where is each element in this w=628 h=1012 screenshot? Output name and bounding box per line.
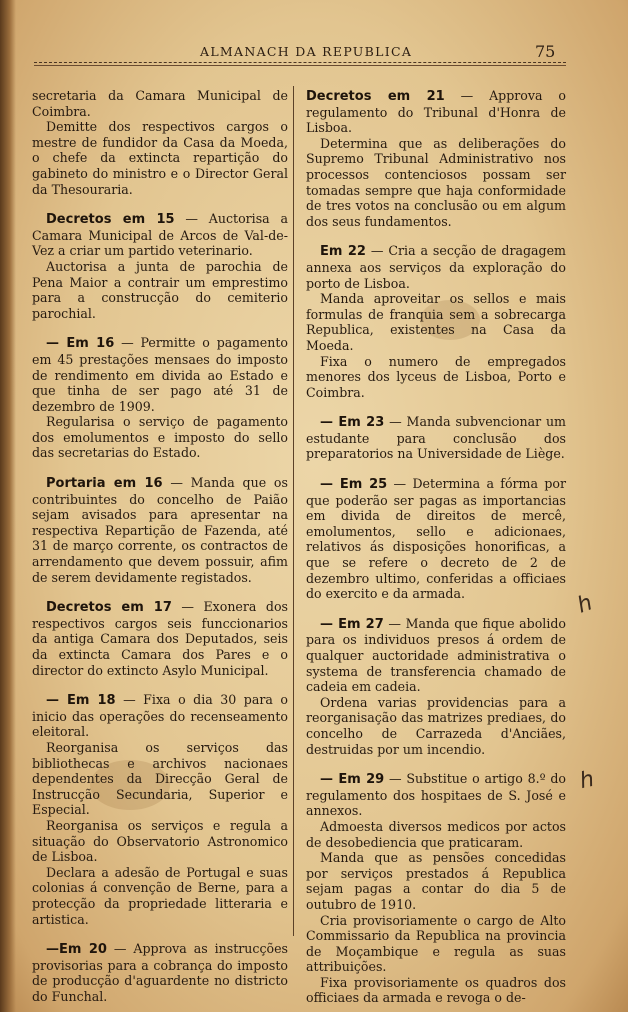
- paragraph: [32, 740, 288, 818]
- paragraph: [32, 119, 288, 197]
- paragraph: [32, 475, 288, 585]
- book-spine-shadow: [0, 0, 16, 1012]
- header-rule: [34, 65, 566, 66]
- entry-text: — Auctorisa a Camara Municipal de Arcos de Val-de-Vez a criar um partido veterinario.: [32, 211, 288, 259]
- entry-text: — Manda que os contribuintes do concelho de Paião sejam avisados para apresentar na respectiva Repartição de Fazenda, até 31 de março corrente, os contractos de arrendamento que devem possuir, afim de serem devidamente registados.: [32, 475, 288, 585]
- entry-heading: — Em 18: [46, 693, 116, 709]
- entry-text: — Fixa o dia 30 para o inicio das operações do recenseamento eleitoral.: [32, 692, 288, 740]
- paragraph: [306, 695, 566, 757]
- entry-text: Fixa provisoriamente os quadros dos officiaes da armada e revoga o de-: [306, 974, 566, 1006]
- entry-text: Ordena varias providencias para a reorganisação das matrizes prediaes, do concelho de Carrazeda d'Anciães, destruidas por um incendio.: [306, 694, 566, 757]
- entry-text: — Approva as instrucções provisorias para a cobrança do imposto de producção d'aguardente no districto do Funchal.: [32, 941, 288, 1004]
- paragraph: [32, 692, 288, 740]
- paragraph: [32, 414, 288, 461]
- entry-text: — Determina a fórma por que poderão ser pagas as importancias em divida de direitos de mercê, emolumentos, sello e adicionaes, relativos ás disposições honorificas, a que se refere o decreto de 2 de dezembro ultimo, conferidas a officiaes do exercito e da armada.: [306, 476, 566, 602]
- entry-text: Declara a adesão de Portugal e suas colonias á convenção de Berne, para a protecção da propriedade litteraria e artistica.: [32, 864, 288, 927]
- paragraph: [306, 819, 566, 850]
- paragraph: [32, 818, 288, 865]
- entry-text: Admoesta diversos medicos por actos de desobediencia que praticaram.: [306, 818, 566, 850]
- entry-text: — Exonera dos respectivos cargos seis funccionarios da antiga Camara dos Deputados, seis da extincta Camara dos Pares e o director do extincto Asylo Municipal.: [32, 599, 288, 678]
- entry-text: — Manda subvencionar um estudante para conclusão dos preparatorios na Universidade de Liège.: [306, 414, 566, 462]
- entry-heading: Decretos em 17: [46, 600, 172, 616]
- paragraph: [306, 243, 566, 291]
- entry-heading: — Em 29: [320, 772, 385, 788]
- entry-heading: —Em 20: [46, 942, 107, 958]
- paragraph: [32, 259, 288, 321]
- entry-text: Regularisa o serviço de pagamento dos emolumentos e imposto do sello das secretarias do Estado.: [32, 414, 288, 461]
- entry-text: Demitte dos respectivos cargos o mestre de fundidor da Casa da Moeda, o chefe da extincta repartição do gabineto do ministro e o Director Geral da Thesouraria.: [32, 119, 288, 197]
- header-rule: [34, 62, 566, 63]
- entry-heading: Decretos em 21: [306, 89, 445, 104]
- entry-text: Reorganisa os serviços e regula a situação do Observatorio Astronomico de Lisboa.: [32, 817, 288, 865]
- right-column: [306, 88, 566, 1006]
- paragraph: [306, 771, 566, 819]
- entry-text: — Permitte o pagamento em 45 prestações mensaes do imposto de rendimento em divida ao Estado e que tinha de ser pago até 31 de dezembro de 1909.: [32, 335, 288, 414]
- paragraph: [32, 88, 288, 119]
- entry-text: secretaria da Camara Municipal de Coimbra.: [32, 88, 288, 119]
- entry-text: — Substitue o artigo 8.º do regulamento dos hospitaes de S. José e annexos.: [306, 771, 566, 819]
- entry-heading: Portaria em 16: [46, 476, 163, 492]
- paragraph: [306, 136, 566, 230]
- entry-text: Determina que as deliberações do Supremo Tribunal Administrativo nos processos contenciosos possam ser tomadas sempre que haja conformidade de tres votos na conclusão ou em algum dos seus fundamentos.: [306, 135, 566, 229]
- entry-text: — Approva o regulamento do Tribunal d'Honra de Lisboa.: [306, 88, 566, 136]
- paragraph: [32, 599, 288, 678]
- entry-text: Reorganisa os serviços das bibliothecas e archivos nacionaes dependentes da Direcção Geral de Instrucção Secundaria, Superior e Especial.: [32, 739, 288, 818]
- entry-heading: Decretos em 15: [46, 212, 175, 228]
- handwritten-margin-mark: h: [574, 590, 596, 619]
- entry-heading: — Em 23: [320, 415, 385, 431]
- entry-heading: Em 22: [320, 244, 366, 260]
- paragraph: [306, 476, 566, 602]
- paragraph: [32, 211, 288, 259]
- paragraph: [306, 88, 566, 136]
- paragraph: [306, 913, 566, 975]
- paragraph: [306, 975, 566, 1006]
- column-divider: [293, 86, 294, 936]
- left-column: [32, 88, 288, 1004]
- paragraph: [306, 616, 566, 695]
- paragraph: [32, 865, 288, 927]
- entry-heading: — Em 27: [320, 616, 384, 632]
- entry-text: Fixa o numero de empregados menores dos lyceus de Lisboa, Porto e Coimbra.: [306, 353, 566, 400]
- entry-text: Manda que as pensões concedidas por serviços prestados á Republica sejam pagas a contar do dia 5 de outubro de 1910.: [306, 850, 566, 912]
- handwritten-margin-mark: h: [577, 766, 597, 795]
- paragraph: [32, 941, 288, 1004]
- page-header: [0, 42, 628, 64]
- paragraph: [32, 335, 288, 414]
- entry-text: Auctorisa a junta de parochia de Pena Maior a contrair um emprestimo para a construcção do cemiterio parochial.: [32, 258, 288, 321]
- paragraph: [306, 291, 566, 353]
- running-title: ALMANACH DA REPUBLICA: [200, 44, 413, 59]
- page-number: 75: [535, 42, 556, 61]
- paragraph: [306, 850, 566, 912]
- entry-text: — Cria a secção de dragagem annexa aos serviços da exploração do porto de Lisboa.: [306, 243, 567, 291]
- paragraph: [306, 354, 566, 401]
- entry-text: Manda aproveitar os sellos e mais formulas de franquia sem a sobrecarga Republica, existentes na Casa da Moeda.: [306, 291, 566, 353]
- entry-text: Cria provisoriamente o cargo de Alto Commissario da Republica na provincia de Moçambique e regula as suas attribuições.: [306, 912, 566, 975]
- entry-heading: — Em 25: [320, 477, 388, 493]
- paragraph: [306, 414, 566, 462]
- entry-text: — Manda que fique abolido para os individuos presos á ordem de qualquer auctoridade administrativa o systema de transferencia chamado de cadeia em cadeia.: [306, 615, 566, 695]
- entry-heading: — Em 16: [46, 336, 115, 352]
